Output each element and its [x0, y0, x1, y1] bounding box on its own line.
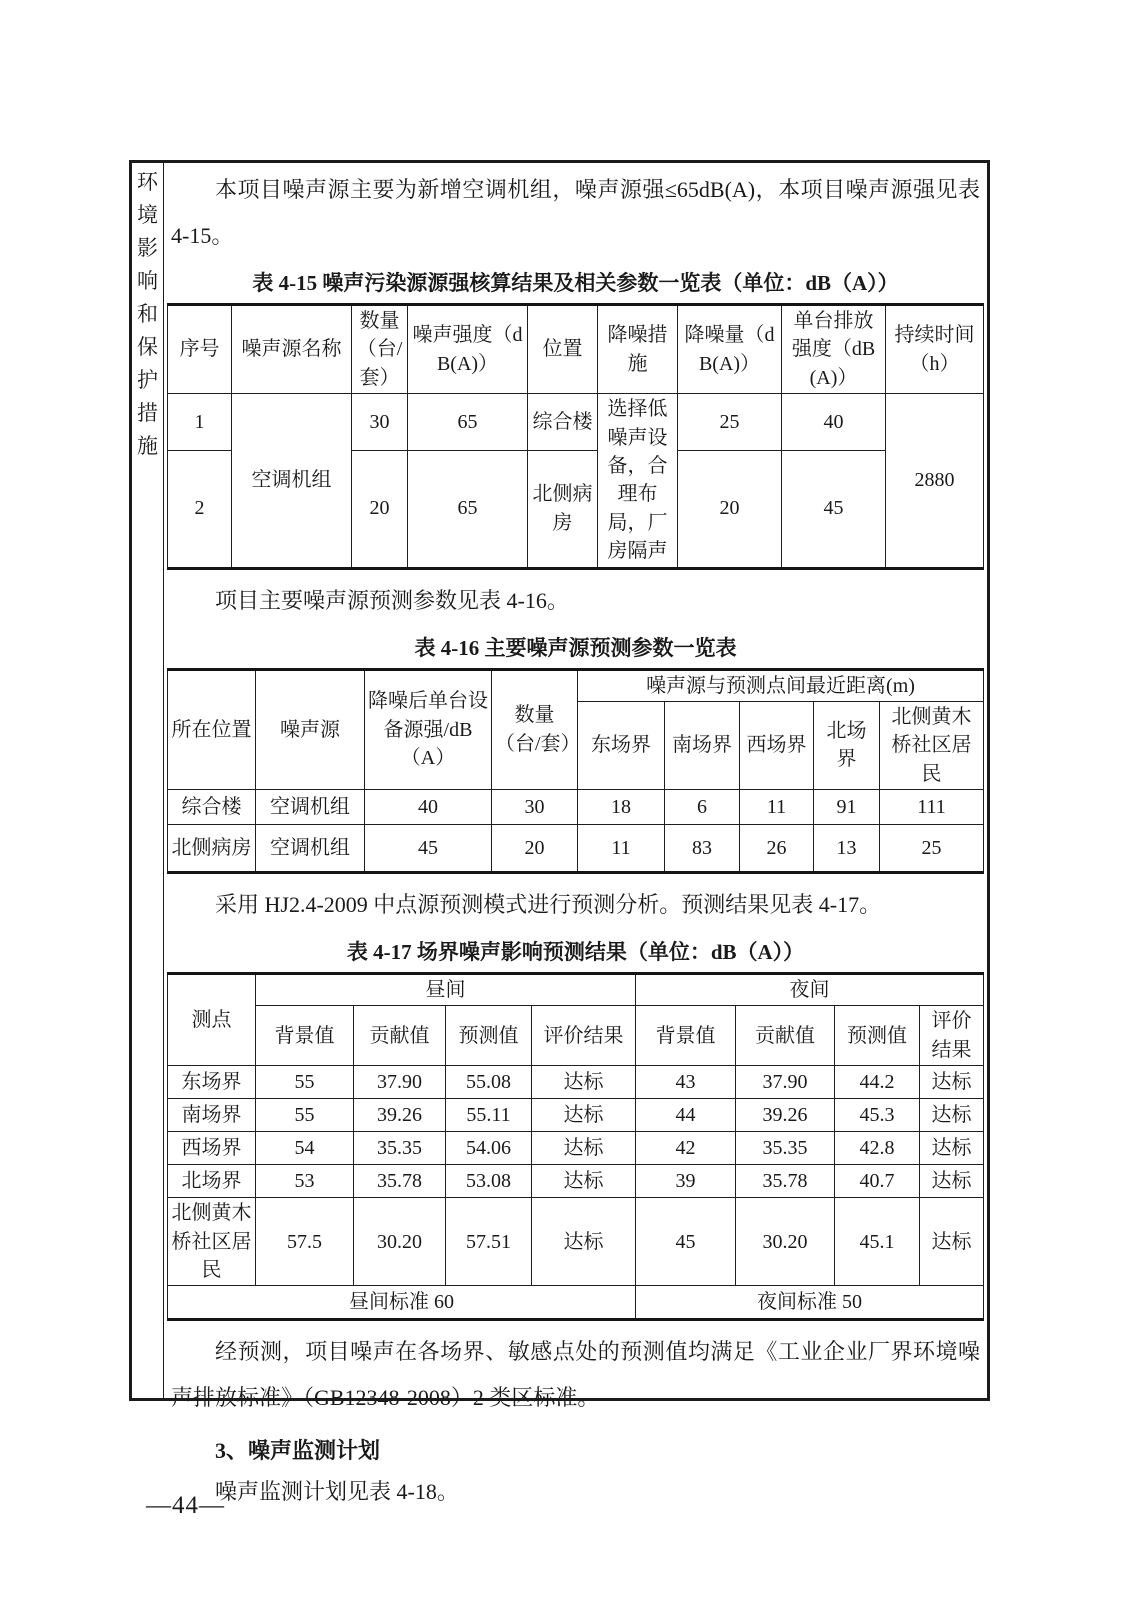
table-row — [168, 1066, 984, 1099]
header-cell: 数量（台/套） — [492, 669, 578, 790]
cell: 26 — [740, 825, 814, 873]
table-row — [168, 825, 984, 873]
table-4-17-intro: 采用 HJ2.4-2009 中点源预测模式进行预测分析。预测结果见表 4-17。 — [215, 892, 882, 918]
cell: 东场界 — [168, 1066, 256, 1099]
header-cell: 数量（台/套） — [352, 305, 408, 394]
table-footer-row — [168, 1286, 984, 1320]
cell: 空调机组 — [256, 790, 365, 825]
cell: 达标 — [920, 1066, 984, 1099]
cell: 1 — [168, 394, 232, 450]
cell: 39 — [636, 1165, 736, 1198]
sidebar-char: 环 — [137, 170, 158, 194]
cell: 83 — [665, 825, 740, 873]
header-cell: 评价结果 — [532, 1006, 636, 1066]
cell: 45.1 — [835, 1198, 920, 1286]
cell: 43 — [636, 1066, 736, 1099]
cell: 北侧黄木桥社区居民 — [168, 1198, 256, 1286]
table-header-row — [168, 974, 984, 1006]
cell: 40 — [365, 790, 492, 825]
header-cell: 东场界 — [578, 701, 665, 789]
header-cell: 降噪措施 — [598, 305, 678, 394]
cell: 45 — [636, 1198, 736, 1286]
header-cell: 所在位置 — [168, 669, 256, 790]
cell: 44 — [636, 1099, 736, 1132]
cell: 91 — [814, 790, 880, 825]
cell: 55.11 — [446, 1099, 532, 1132]
section-heading: 3、噪声监测计划 — [215, 1438, 381, 1464]
cell: 53 — [256, 1165, 354, 1198]
cell: 25 — [678, 394, 782, 450]
cell: 45 — [782, 450, 886, 568]
cell: 南场界 — [168, 1099, 256, 1132]
cell: 44.2 — [835, 1066, 920, 1099]
footer-cell: 夜间标准 50 — [636, 1286, 984, 1320]
sidebar-char: 影 — [137, 236, 158, 260]
cell: 57.5 — [256, 1198, 354, 1286]
table-header-row — [168, 305, 984, 394]
cell: 30 — [492, 790, 578, 825]
sidebar-char: 施 — [137, 434, 158, 458]
cell: 39.26 — [736, 1099, 835, 1132]
cell: 53.08 — [446, 1165, 532, 1198]
cell: 20 — [678, 450, 782, 568]
table-row — [168, 1132, 984, 1165]
header-cell: 测点 — [168, 974, 256, 1066]
cell: 30.20 — [354, 1198, 446, 1286]
table-4-17-title: 表 4-17 场界噪声影响预测结果（单位：dB（A）） — [346, 940, 805, 965]
sidebar-char: 保 — [137, 335, 158, 359]
cell: 13 — [814, 825, 880, 873]
cell: 42.8 — [835, 1132, 920, 1165]
header-cell: 西场界 — [740, 701, 814, 789]
cell: 达标 — [532, 1066, 636, 1099]
cell: 20 — [352, 450, 408, 568]
sidebar-char: 响 — [137, 269, 158, 293]
cell: 54 — [256, 1132, 354, 1165]
header-cell: 持续时间（h） — [886, 305, 984, 394]
cell: 北场界 — [168, 1165, 256, 1198]
intro-paragraph: 本项目噪声源主要为新增空调机组，噪声源强≤65dB(A)，本项目噪声源强见表4-15。 — [171, 177, 981, 248]
cell: 18 — [578, 790, 665, 825]
header-cell: 噪声强度（dB(A)） — [408, 305, 528, 394]
cell: 111 — [880, 790, 984, 825]
cell: 2880 — [886, 394, 984, 568]
header-cell: 贡献值 — [736, 1006, 835, 1066]
cell: 65 — [408, 394, 528, 450]
cell: 57.51 — [446, 1198, 532, 1286]
sidebar-char: 境 — [137, 203, 158, 227]
header-cell: 背景值 — [256, 1006, 354, 1066]
cell: 达标 — [532, 1132, 636, 1165]
cell: 40 — [782, 394, 886, 450]
header-group-cell: 昼间 — [256, 974, 636, 1006]
cell: 达标 — [532, 1165, 636, 1198]
cell: 11 — [578, 825, 665, 873]
cell: 65 — [408, 450, 528, 568]
cell: 55.08 — [446, 1066, 532, 1099]
cell: 西场界 — [168, 1132, 256, 1165]
sidebar-char: 和 — [137, 302, 158, 326]
header-group-cell: 夜间 — [636, 974, 984, 1006]
sidebar-char: 措 — [137, 401, 158, 425]
table-4-16 — [167, 668, 984, 875]
cell: 6 — [665, 790, 740, 825]
table-4-15 — [167, 303, 984, 570]
cell: 选择低噪声设备，合理布局，厂房隔声 — [598, 394, 678, 568]
table-subheader-row — [168, 1006, 984, 1066]
header-cell: 贡献值 — [354, 1006, 446, 1066]
cell: 2 — [168, 450, 232, 568]
sidebar-vertical-label — [132, 163, 164, 1398]
cell: 40.7 — [835, 1165, 920, 1198]
cell: 综合楼 — [168, 790, 256, 825]
header-cell: 降噪后单台设备源强/dB（A） — [365, 669, 492, 790]
cell: 空调机组 — [256, 825, 365, 873]
cell: 北侧病房 — [168, 825, 256, 873]
cell: 北侧病房 — [528, 450, 598, 568]
table-row — [168, 790, 984, 825]
conclusion-paragraph: 经预测，项目噪声在各场界、敏感点处的预测值均满足《工业企业厂界环境噪声排放标准》（GB12348-2008）2 类区标准。 — [171, 1339, 981, 1411]
cell: 37.90 — [736, 1066, 835, 1099]
header-cell: 评价结果 — [920, 1006, 984, 1066]
header-cell: 噪声源名称 — [232, 305, 352, 394]
cell: 39.26 — [354, 1099, 446, 1132]
cell: 达标 — [920, 1198, 984, 1286]
header-cell: 噪声源 — [256, 669, 365, 790]
cell: 37.90 — [354, 1066, 446, 1099]
table-header-row — [168, 669, 984, 701]
cell: 45 — [365, 825, 492, 873]
header-group-cell: 噪声源与预测点间最近距离(m) — [578, 669, 984, 701]
table-row — [168, 1099, 984, 1132]
header-cell: 位置 — [528, 305, 598, 394]
cell: 35.35 — [354, 1132, 446, 1165]
table-4-18-intro: 噪声监测计划见表 4-18。 — [215, 1479, 459, 1505]
table-4-15-title: 表 4-15 噪声污染源源强核算结果及相关参数一览表（单位：dB（A）） — [252, 271, 899, 295]
cell: 45.3 — [835, 1099, 920, 1132]
main-content — [164, 163, 987, 1505]
cell: 54.06 — [446, 1132, 532, 1165]
cell: 综合楼 — [528, 394, 598, 450]
cell: 达标 — [920, 1165, 984, 1198]
table-row — [168, 394, 984, 450]
document-content-frame — [129, 160, 990, 1505]
footer-cell: 昼间标准 60 — [168, 1286, 636, 1320]
table-row — [168, 1198, 984, 1286]
sidebar-char: 护 — [137, 368, 158, 392]
cell: 35.78 — [354, 1165, 446, 1198]
header-cell: 预测值 — [835, 1006, 920, 1066]
cell: 达标 — [920, 1132, 984, 1165]
cell: 空调机组 — [232, 394, 352, 568]
header-cell: 预测值 — [446, 1006, 532, 1066]
cell: 25 — [880, 825, 984, 873]
header-cell: 降噪量（dB(A)） — [678, 305, 782, 394]
cell: 55 — [256, 1099, 354, 1132]
cell: 35.78 — [736, 1165, 835, 1198]
cell: 55 — [256, 1066, 354, 1099]
header-cell: 背景值 — [636, 1006, 736, 1066]
header-cell: 单台排放强度（dB(A)） — [782, 305, 886, 394]
header-cell: 序号 — [168, 305, 232, 394]
cell: 30 — [352, 394, 408, 450]
table-4-16-title: 表 4-16 主要噪声源预测参数一览表 — [414, 635, 737, 660]
table-4-17 — [167, 972, 984, 1321]
table-4-16-intro: 项目主要噪声源预测参数见表 4-16。 — [215, 587, 569, 613]
header-cell: 北场界 — [814, 701, 880, 789]
cell: 35.35 — [736, 1132, 835, 1165]
cell: 11 — [740, 790, 814, 825]
page-number: —44— — [146, 1492, 225, 1519]
cell: 达标 — [532, 1099, 636, 1132]
header-cell: 北侧黄木桥社区居民 — [880, 701, 984, 789]
cell: 20 — [492, 825, 578, 873]
cell: 达标 — [532, 1198, 636, 1286]
cell: 42 — [636, 1132, 736, 1165]
header-cell: 南场界 — [665, 701, 740, 789]
cell: 达标 — [920, 1099, 984, 1132]
table-row — [168, 1165, 984, 1198]
cell: 30.20 — [736, 1198, 835, 1286]
